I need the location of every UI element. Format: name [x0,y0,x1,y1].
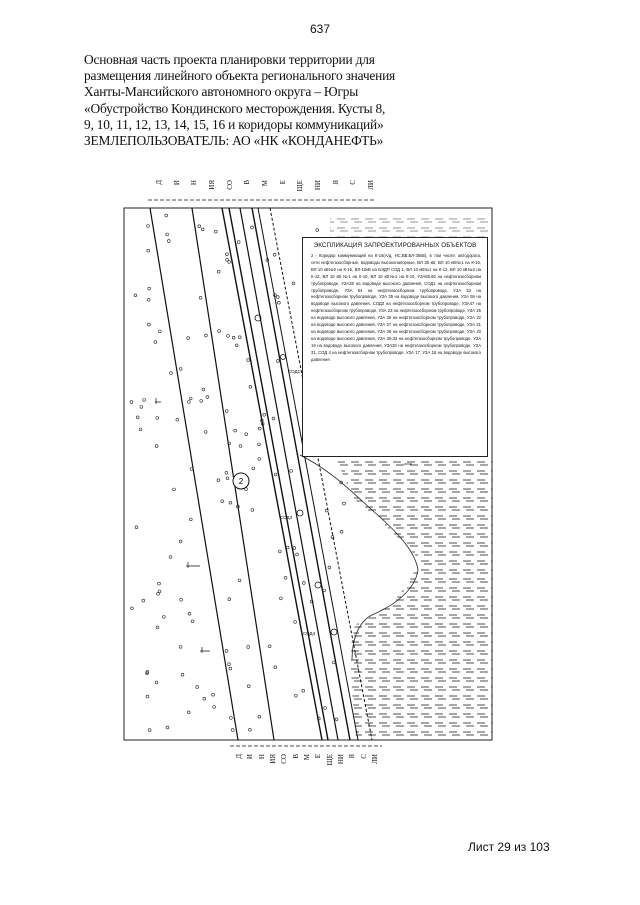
title-line: 9, 10, 11, 12, 13, 14, 15, 16 и коридоры коммуникаций» [84,116,384,132]
node-label-sod1: СОД1 [288,369,301,374]
section-label: И [172,180,181,186]
section-label: Н [190,180,199,186]
section-label: Я [331,180,340,185]
section-label: Д [155,180,163,185]
section-label: С [359,754,368,759]
title-line: Основная часть проекта планировки территории для [84,52,375,67]
legend-item [303,249,487,364]
section-label: М [261,180,269,187]
section-label: ЛИ [371,754,379,764]
section-label: И [246,754,255,760]
corridor-number-label: 2 [238,477,244,486]
title-line: «Обустройство Кондинского месторождения. Кусты 8, [84,100,386,116]
section-label: Д [235,754,243,759]
section-label: Н [257,754,266,760]
section-label: В [291,754,300,759]
section-label: В [243,180,252,185]
node-label-sod4: СОД4 [303,631,316,636]
title-line: размещения линейного объекта регионального значения [84,68,396,84]
section-label: СО [225,180,234,190]
legend-box [302,237,488,457]
title-line: ЗЕМЛЕПОЛЬЗОВАТЕЛЬ: АО «НК «КОНДАНЕФТЬ» [84,133,384,149]
section-label: ЩЕ [296,180,305,192]
legend-item-number: 2 [311,253,314,258]
section-label: НИ [337,754,345,765]
section-label: Я [348,754,357,759]
section-label: ИЯ [208,180,216,190]
section-label: ЛИ [367,180,375,190]
section-label: М [303,754,311,761]
section-label: НИ [314,180,322,191]
section-label: ИЯ [269,754,277,764]
legend-item-text: - Коридор коммуникаций на К-15(А/д, НС,ВВ,ВЛ-35кВ), в том числе: автодорога, сети нефтегазосборные, водоводы высоконапорные, ВЛ 35 кВ, ВЛ 10 кВ№1 на К-15, ВЛ 10 кВ№2 на К-15, ВЛ-10кВ на БЭДП СОД 1, ВЛ 10 кВ№1 на К-12, ВЛ 10 кВ№2 на К-12, ВЛ 10 кВ №1 на К-10, ВЛ 10 кВ№2 на К-10, УЗА65,66 на нефтегазосборном трубопроводе, УЗА28 на водоводе высокого давления, СОД1 на нефтегазосборном трубопроводе, УЗА 54 на нефтегазосборном трубопроводе, УЗА 52 на нефтегазосборном трубопроводе, УЗА 35 на водоводе высокого давления, УЗА 59 на водоводе высокого давления, СОД3 на нефтегазосборном трубопроводе, УЗА47 на нефтегазосборном трубопроводе, УЗА 23 на нефтегазосборном трубопроводе, УЗА 25 на водоводе высокого давления, УЗА 26 на нефтегазосборном трубопроводе, УЗА 22 на водоводе высокого давления, УЗА 27 на нефтегазосборном трубопроводе, УЗА 21 на водоводе высокого давления, УЗА 28 на нефтегазосборном трубопроводе, УЗА 20 на водоводе высокого давления, УЗА 29,32 на нефтегазосборном трубопроводе, УЗА 19 на водоводе высокого давления, УЗА30 на нефтегазосборном трубопроводе, УЗА 31, СОД 4 на нефтегазосборном трубопроводе, УЗА 17, УЗА 18 на водоводе высокого давления [311,253,481,362]
section-label: СО [280,754,289,764]
section-label: Е [278,180,287,185]
section-label: С [349,180,358,185]
title-line: Ханты-Мансийского автономного округа – Югры [84,84,359,100]
node-label-sod3: СОД3 [280,515,293,520]
marsh-area [330,215,490,237]
sheet-number: Лист 29 из 103 [468,840,550,854]
page-number: 637 [309,22,331,36]
legend-title: ЭКСПЛИКАЦИЯ ЗАПРОЕКТИРОВАННЫХ ОБЪЕКТОВ [313,242,477,249]
section-label: Е [314,754,323,759]
section-label: ЩЕ [325,754,334,766]
